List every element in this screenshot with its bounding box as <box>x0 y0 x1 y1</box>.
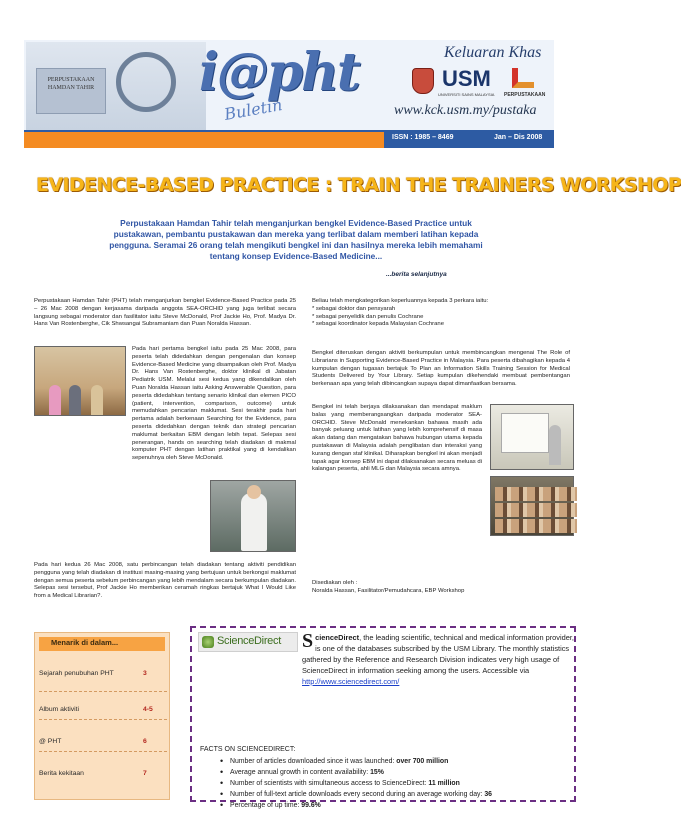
sciencedirect-intro-text: , the leading scientific, technical and medical information provider, is one of the databases subscribed by the USM Library. The monthly statistics gathered by the Reference and Research Division indicates very high usage of ScienceDirect in information seeking among the users. Accessible via <box>302 633 574 675</box>
perpustakaan-logo-icon <box>512 68 534 88</box>
sciencedirect-intro <box>302 632 574 687</box>
crest-icon <box>412 68 434 94</box>
workshop-photo-1 <box>34 346 126 416</box>
group-photo <box>490 476 574 536</box>
sciencedirect-logo-icon <box>202 636 214 648</box>
needs-item: * sebagai koordinator kepada Malaysian Cochrane <box>312 321 444 328</box>
facts-list <box>220 756 574 811</box>
needs-item: * sebagai doktor dan pensyarah <box>312 305 396 312</box>
article-paragraph-3: Pada hari kedua 26 Mac 2008, satu perbincangan telah diadakan tentang aktiviti pendidikan pengguna yang telah diadakan di institusi masing-masing yang bertujuan untuk berkongsi maklumat dengan semua peserta sebelum perbincangan yang lebih mendalam secara berkumpulan diadakan. Selepas sesi tersebut, Prof Jackie Ho memberikan ceramah ringkas bertajuk What I Would Like from a Medical Librarian?. <box>34 562 296 600</box>
read-more-link[interactable]: ...berita selanjutnya <box>386 271 447 278</box>
facts-heading: FACTS ON SCIENCEDIRECT: <box>200 746 296 753</box>
workshop-photo-3 <box>490 404 574 470</box>
needs-intro: Beliau telah mengkategorikan keperluannya kepada 3 perkara iaitu: <box>312 298 489 304</box>
credit-name: Noralda Hassan, Fasilitator/Pemudahcara, EBP Workshop <box>312 587 465 594</box>
dropcap-letter: S <box>302 630 314 652</box>
fact-item: • Average annual growth in content availability: 15% <box>220 767 574 778</box>
article-paragraph-right-3: Bengkel ini telah berjaya dilaksanakan dan mendapat maklum balas yang memberangsangkan daripada moderator SEA-ORCHID. Steve McDonald menekankan bahawa masih ada banyak peluang untuk latihan yang lebih komprehensif di masa akan datang dan mengatakan bahawa hubungan utama kepada pustakawan di Malaysia adalah penglibatan dan interaksi yang kurang dengan staf klinikal. Diharapkan bengkel ini akan menjadi tapak agar konsep EBM ini dapat dilaksanakan secara meluas di kalangan peserta, ahli MLG dan Malaysia secara amnya. <box>312 404 482 473</box>
article-lead: Perpustakaan Hamdan Tahir telah menganjurkan bengkel Evidence-Based Practice untuk pustakawan, pembantu pustakawan dan mereka yang terlibat dalam memberi latihan kepada pengguna. Seramai 26 orang telah mengikuti bengkel ini dan hasilnya mereka lebih memahami tentang konsep Evidence-Based Medicine... <box>109 218 483 261</box>
issn-bar <box>24 132 554 148</box>
website-url[interactable]: www.kck.usm.my/pustaka <box>394 103 537 118</box>
fact-item: • Number of scientists with simultaneous access to ScienceDirect: 11 million <box>220 778 574 789</box>
article-paragraph-right-1 <box>312 298 570 329</box>
special-edition-label: Keluaran Khas <box>444 44 542 61</box>
library-building-photo <box>26 42 206 130</box>
fact-value: 15% <box>370 769 384 776</box>
contents-item-page: 7 <box>143 770 147 777</box>
contents-item[interactable] <box>39 737 167 746</box>
sciencedirect-logo-text: ScienceDirect <box>217 635 281 647</box>
article-paragraph-2: Pada hari pertama bengkel iaitu pada 25 Mac 2008, para peserta telah didedahkan dengan pengenalan dan konsep Evidence-Based Medicine yang disampaikan oleh Prof. Madya Dr. Hans Van Rostenberghe, doktor klinikal di Jabatan Pediatrik USM. Melalui sesi kedua yang dikendalikan oleh Puan Noralda Hassan iaitu Asking Answerable Question, para peserta didedahkan tentang senario klinikal dan elemen PICO (patient, intervention, comparison, outcome) untuk memudahkan pencarian maklumat. Sesi terakhir pada hari pertama adalah berkenaan Searching for the Evidence, para peserta didedahkan dengan teknik dan strategi pencarian maklumat berkaitan EBM dengan lebih tepat. Selepas sesi penerangan, hands on searching telah diadakan di makmal komputer PHT dengan latihan praktikal yang di kendalikan sepenuhnya oleh Steve McDonald. <box>132 346 296 462</box>
contents-item[interactable] <box>39 705 167 714</box>
fact-value: 99.6% <box>301 802 321 809</box>
issn-bar-accent <box>24 132 384 148</box>
masthead-banner <box>24 40 554 132</box>
newsletter-page <box>24 40 681 809</box>
contents-item-page: 4-5 <box>143 706 153 713</box>
sciencedirect-box <box>190 626 576 809</box>
article-title: EVIDENCE-BASED PRACTICE : TRAIN THE TRAINERS WORKSHOP <box>36 174 681 196</box>
sciencedirect-logo <box>198 632 298 652</box>
contents-item-label: @ PHT <box>39 738 62 745</box>
perpustakaan-logo-label: PERPUSTAKAAN <box>504 92 546 98</box>
usm-logo-sub: UNIVERSITI SAINS MALAYSIA <box>438 92 495 97</box>
workshop-photo-2 <box>210 480 296 552</box>
contents-item[interactable] <box>39 669 167 678</box>
contents-sidebar <box>34 632 170 800</box>
fact-item: • Number of full-text article downloads every second during an average working day: 36 <box>220 789 574 800</box>
article-paragraph-1: Perpustakaan Hamdan Tahir (PHT) telah menganjurkan bengkel Evidence-Based Practice pada 25 – 26 Mac 2008 dengan kerjasama daripada anggota SEA-ORCHID yang juga terlibat secara langsung sebagai moderator dan fasilitator iaitu Steve McDonald, Prof Jackie Ho, Prof. Madya Dr. Hans Van Rostenberghe, Cik Shwsangai Subramaniam dan Puan Noralda Hassan. <box>34 298 296 328</box>
contents-divider <box>39 719 167 720</box>
contents-divider <box>39 751 167 752</box>
fact-item: • Percentage of up time: 99.6% <box>220 800 574 811</box>
fact-value: 11 million <box>428 780 460 787</box>
sciencedirect-name: cienceDirect <box>315 633 360 642</box>
issn-number: ISSN : 1985 – 8469 <box>392 134 454 141</box>
issue-date: Jan – Dis 2008 <box>494 134 543 141</box>
credit-label: Disediakan oleh : <box>312 580 358 586</box>
building-sign: PERPUSTAKAAN HAMDAN TAHIR <box>47 77 95 91</box>
usm-logo: USM <box>442 66 491 91</box>
fact-item: • Number of articles downloaded since it was launched: over 700 million <box>220 756 574 767</box>
needs-item: * sebagai penyelidik dan penulis Cochrane <box>312 313 424 320</box>
contents-item-label: Album aktiviti <box>39 706 80 713</box>
contents-divider <box>39 691 167 692</box>
contents-item-label: Sejarah penubuhan PHT <box>39 670 114 677</box>
bulletin-logo-sub: Buletin <box>222 95 284 124</box>
article-credit <box>312 580 572 596</box>
fact-value: 36 <box>484 791 492 798</box>
contents-item-label: Berita kekitaan <box>39 770 84 777</box>
sciencedirect-link[interactable]: http://www.sciencedirect.com/ <box>302 677 400 686</box>
contents-item[interactable] <box>39 769 167 778</box>
contents-title: Menarik di dalam... <box>51 638 119 647</box>
fact-value: over 700 million <box>396 758 449 765</box>
contents-item-page: 6 <box>143 738 147 745</box>
article-paragraph-right-2: Bengkel diteruskan dengan aktiviti berkumpulan untuk membincangkan mengenai The Role of Librarians in Supporting Evidence-Based Practice in Malaysia. Para peserta dibahagikan kepada 4 kumpulan dengan tugasan bertajuk To Plan an Information Skills Training Session for Medical Students Delivered by Your Library. Setiap kumpulan dikehendaki membuat pembentangan berkenaan apa yang telah dibincangkan supaya dapat dimanfaatkan bersama. <box>312 350 570 388</box>
contents-item-page: 3 <box>143 670 147 677</box>
bulletin-logo: i@pht <box>199 42 359 103</box>
stethoscope-image <box>116 52 176 112</box>
